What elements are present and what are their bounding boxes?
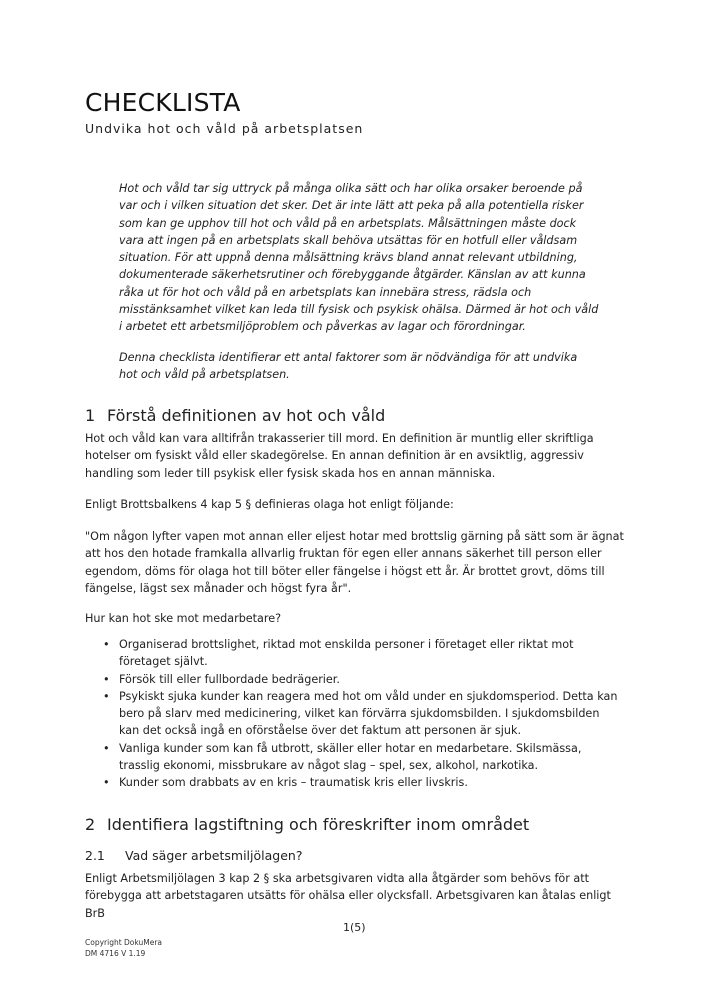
- intro-block: [119, 180, 599, 396]
- bullet-icon: •: [103, 689, 110, 703]
- legal-quote: "Om någon lyfter vapen mot annan eller eljest hotar med brottslig gärning på sätt som är ägnat att hos den hotade framkalla allvarlig fruktan för egen eller annans säkerhet till person eller egendom, döms för olaga hot till böter eller fängelse i högst ett år. Är brottet grovt, döms till fängelse, lägst sex månader och högst fyra år".: [85, 530, 624, 595]
- page-number: 1(5): [343, 921, 366, 934]
- subsection-2-1-heading: [85, 848, 302, 863]
- list-item: • Försök till eller fullbordade bedrägerier.: [103, 671, 623, 688]
- copyright-text: Copyright DokuMera: [85, 938, 163, 947]
- subsection-number: 2.1: [85, 848, 105, 863]
- subsection-2-1-paragraph: Enligt Arbetsmiljölagen 3 kap 2 § ska arbetsgivaren vidta alla åtgärder som behövs för att förebygga att arbetstagaren utsätts för ohälsa eller olycksfall. Arbetsgivaren kan åtalas enligt BrB: [85, 872, 611, 920]
- list-item: • Organiserad brottslighet, riktad mot enskilda personer i företaget eller riktat mot företaget självt.: [103, 638, 574, 669]
- section-title: Förstå definitionen av hot och våld: [107, 406, 386, 425]
- bullet-icon: •: [103, 776, 110, 790]
- section-2-heading: [85, 815, 529, 834]
- intro-paragraph: Denna checklista identifierar ett antal faktorer som är nödvändiga för att undvika hot och våld på arbetsplatsen.: [119, 350, 578, 381]
- section-1-paragraph-1: Hot och våld kan vara alltifrån trakasserier till mord. En definition är muntlig eller skriftliga hotelser om fysiskt våld eller skadegörelse. En annan definition är en avsiktlig, aggressiv handling som leder till psykisk eller fysisk skada hos en annan människa.: [85, 432, 594, 480]
- threat-list: [103, 636, 623, 792]
- bullet-icon: •: [103, 741, 110, 755]
- list-item: • Kunder som drabbats av en kris – traumatisk kris eller livskris.: [103, 774, 623, 791]
- list-item: • Vanliga kunder som kan få utbrott, skäller eller hotar en medarbetare. Skilsmässa, trasslig ekonomi, missbrukare av något slag – spel, sex, alkohol, narkotika.: [103, 741, 582, 773]
- section-number: 1: [85, 406, 96, 425]
- section-number: 2: [85, 815, 96, 834]
- document-title: CHECKLISTA: [85, 88, 241, 117]
- document-subtitle: Undvika hot och våld på arbetsplatsen: [85, 121, 364, 136]
- section-1-paragraph-2: Enligt Brottsbalkens 4 kap 5 § definieras olaga hot enligt följande:: [85, 498, 454, 511]
- intro-paragraph: Hot och våld tar sig uttryck på många olika sätt och har olika orsaker beroende på var och i vilken situation det sker. Det är inte lätt att peka på alla potentiella risker som kan ge upphov till hot och våld på en arbetsplats. Målsättningen måste dock vara att ingen på en arbetsplats skall behöva utsättas för en hotfull eller våldsam situation. För att uppnå denna målsättning krävs bland annat relevant utbildning, dokumenterade säkerhetsrutiner och förebyggande åtgärder. Känslan av att kunna råka ut för hot och våld på en arbetsplats kan innebära stress, rädsla och misstänksamhet vilket kan leda till fysisk och psykisk ohälsa. Därmed är hot och våld i arbetet ett arbetsmiljöproblem och påverkas av lagar och förordningar.: [119, 182, 599, 334]
- section-1-heading: [85, 406, 385, 425]
- bullet-icon: •: [103, 672, 110, 686]
- list-item: • Psykiskt sjuka kunder kan reagera med hot om våld under en sjukdomsperiod. Detta kan bero på slarv med medicinering, vilket kan förvärra sjukdomsbilden. I sjukdomsbilden kan det också ingå en oförståelse över det faktum att personen är sjuk.: [103, 689, 618, 738]
- subsection-title: Vad säger arbetsmiljölagen?: [125, 848, 303, 863]
- question-text: Hur kan hot ske mot medarbetare?: [85, 612, 282, 625]
- section-title: Identifiera lagstiftning och föreskrifter inom området: [107, 815, 530, 834]
- bullet-icon: •: [103, 638, 110, 651]
- document-id: DM 4716 V 1.19: [85, 949, 146, 958]
- footer: [85, 937, 162, 959]
